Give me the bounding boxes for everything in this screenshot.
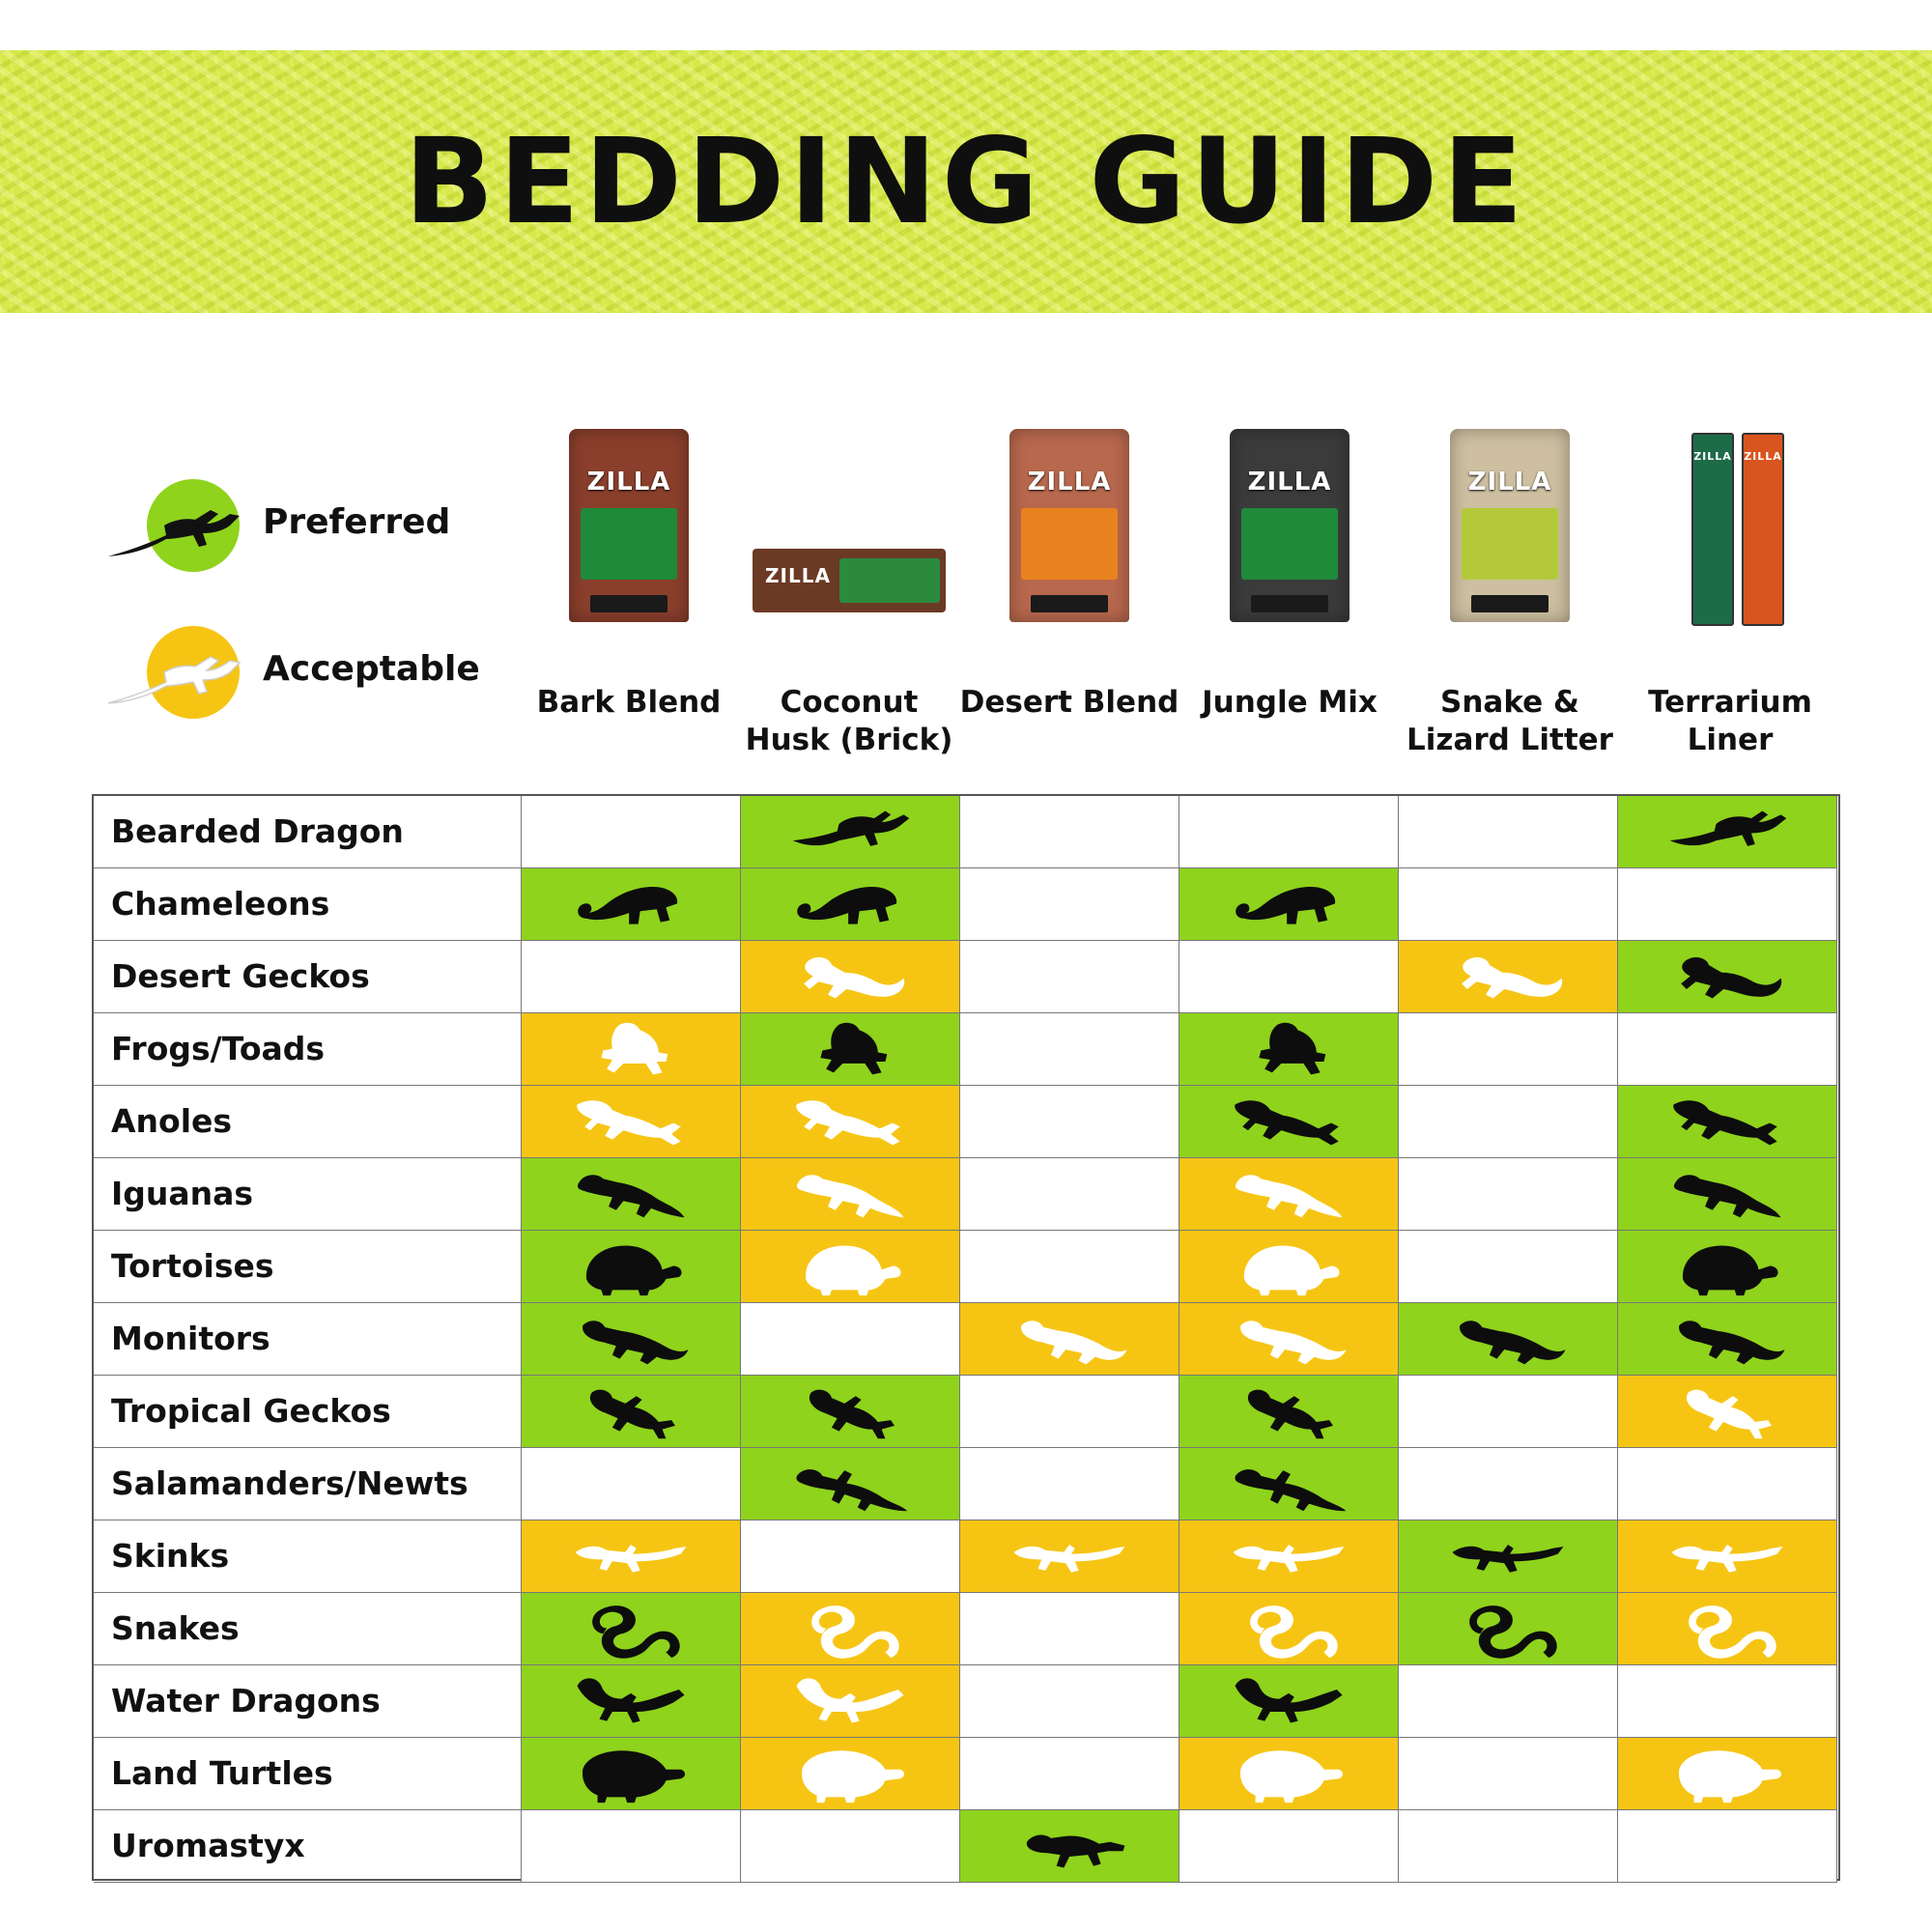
rating-cell-acceptable [960, 1520, 1179, 1593]
product-name: Jungle Mix [1202, 685, 1378, 720]
bag-label-panel [1021, 508, 1118, 580]
product-package-image [959, 425, 1179, 628]
product-name: Terrarium Liner [1648, 685, 1812, 757]
rating-cell-none [960, 1448, 1179, 1520]
rating-cell-preferred [522, 1665, 741, 1738]
tortoise-icon [1225, 1235, 1354, 1299]
rating-cell-none [960, 1376, 1179, 1448]
animal-name: Skinks [111, 1537, 230, 1575]
anole-icon [1225, 1090, 1354, 1154]
rating-cell-none [522, 1810, 741, 1883]
animal-name: Bearded Dragon [111, 812, 404, 850]
animal-name: Chameleons [111, 885, 330, 923]
animal-name-cell [94, 1086, 522, 1158]
snake-icon [567, 1597, 696, 1662]
liner-box [1691, 433, 1734, 626]
rating-cell-none [1179, 796, 1399, 868]
animal-name-cell [94, 1376, 522, 1448]
rating-cell-none [522, 1448, 741, 1520]
rating-cell-acceptable [522, 1520, 741, 1593]
rating-cell-none [1179, 1810, 1399, 1883]
rating-cell-preferred [1618, 1086, 1837, 1158]
animal-name-cell [94, 941, 522, 1013]
skink-icon [1006, 1524, 1135, 1589]
animal-name-cell [94, 1738, 522, 1810]
rating-cell-preferred [1179, 1665, 1399, 1738]
rating-cell-preferred [1179, 868, 1399, 941]
product-name: Bark Blend [536, 685, 722, 720]
rating-cell-acceptable [741, 1593, 960, 1665]
product-column-4 [1400, 425, 1620, 763]
animal-name-cell [94, 1158, 522, 1231]
rating-cell-none [1399, 1810, 1618, 1883]
table-row [94, 1013, 1838, 1086]
rating-cell-acceptable [1618, 1376, 1837, 1448]
rating-cell-acceptable [1179, 1303, 1399, 1376]
brand-logo: ZILLA [1247, 468, 1332, 497]
rating-cell-none [1399, 1231, 1618, 1303]
bag-label-panel [581, 508, 677, 580]
animal-name: Salamanders/Newts [111, 1464, 469, 1502]
bag-label-panel [1241, 508, 1338, 580]
turtle-icon [567, 1742, 696, 1806]
animal-name: Tortoises [111, 1247, 274, 1285]
anole-icon [1663, 1090, 1793, 1154]
animal-name: Desert Geckos [111, 957, 370, 995]
rating-cell-none [960, 1086, 1179, 1158]
legend-acceptable-label: Acceptable [263, 649, 480, 689]
bag-bottom-strip [1031, 595, 1108, 612]
rating-cell-none [960, 1665, 1179, 1738]
gecko-icon [1444, 945, 1574, 1009]
frog-icon [1225, 1017, 1354, 1082]
rating-cell-none [1399, 1158, 1618, 1231]
gecko-icon [1663, 945, 1793, 1009]
rating-cell-acceptable [741, 1665, 960, 1738]
rating-cell-preferred [741, 868, 960, 941]
rating-cell-acceptable [522, 1086, 741, 1158]
salamander-icon [1225, 1452, 1354, 1517]
animal-name: Anoles [111, 1102, 233, 1140]
table-row [94, 1738, 1838, 1810]
brand-logo: ZILLA [1693, 450, 1732, 463]
rating-cell-acceptable [1179, 1520, 1399, 1593]
rating-cell-none [960, 1013, 1179, 1086]
acceptable-lizard-icon [106, 628, 251, 715]
iguana-icon [786, 1162, 916, 1227]
table-row [94, 1448, 1838, 1520]
liner-box [1742, 433, 1784, 626]
rating-cell-none [741, 1303, 960, 1376]
rating-cell-none [522, 941, 741, 1013]
rating-cell-preferred [1179, 1013, 1399, 1086]
water-dragon-icon [786, 1669, 916, 1734]
product-package-image [1400, 425, 1620, 628]
water-dragon-icon [1225, 1669, 1354, 1734]
rating-cell-acceptable [1179, 1231, 1399, 1303]
snake-icon [1444, 1597, 1574, 1662]
frog-icon [567, 1017, 696, 1082]
chameleon-icon [1225, 872, 1354, 937]
rating-cell-none [1399, 1448, 1618, 1520]
brand-logo: ZILLA [1744, 450, 1782, 463]
skink-icon [1225, 1524, 1354, 1589]
rating-cell-preferred [522, 1231, 741, 1303]
animal-name: Monitors [111, 1320, 270, 1357]
brand-logo: ZILLA [1027, 468, 1112, 497]
rating-cell-none [1399, 1665, 1618, 1738]
rating-cell-preferred [1399, 1303, 1618, 1376]
legend-acceptable [106, 620, 493, 726]
brick-package [753, 549, 946, 612]
animal-name-cell [94, 796, 522, 868]
bag-bottom-strip [590, 595, 668, 612]
rating-cell-preferred [1399, 1520, 1618, 1593]
rating-cell-none [1399, 796, 1618, 868]
tortoise-icon [1663, 1235, 1793, 1299]
rating-cell-none [1618, 1448, 1837, 1520]
table-row [94, 1303, 1838, 1376]
legend-preferred [106, 473, 493, 580]
bedding-table [92, 794, 1840, 1881]
product-package-image [1179, 425, 1400, 628]
table-row [94, 1376, 1838, 1448]
brand-logo: ZILLA [586, 468, 671, 497]
tortoise-icon [786, 1235, 916, 1299]
snake-icon [786, 1597, 916, 1662]
monitor-icon [567, 1307, 696, 1372]
animal-name-cell [94, 1593, 522, 1665]
rating-cell-preferred [1399, 1593, 1618, 1665]
iguana-icon [567, 1162, 696, 1227]
table-row [94, 1231, 1838, 1303]
product-column-3 [1179, 425, 1400, 763]
rating-cell-preferred [1618, 941, 1837, 1013]
rating-cell-preferred [522, 1158, 741, 1231]
bedding-bag [1009, 429, 1129, 622]
rating-cell-none [1618, 1810, 1837, 1883]
preferred-lizard-icon [106, 481, 251, 568]
bedding-bag [1450, 429, 1570, 622]
rating-cell-acceptable [522, 1013, 741, 1086]
rating-cell-acceptable [741, 1158, 960, 1231]
table-row [94, 1520, 1838, 1593]
table-row [94, 1665, 1838, 1738]
product-package-image [519, 425, 739, 628]
tropical-gecko-icon [786, 1379, 916, 1444]
rating-cell-none [960, 1738, 1179, 1810]
rating-cell-acceptable [741, 1231, 960, 1303]
bearded-dragon-icon [1663, 800, 1793, 865]
animal-name-cell [94, 1013, 522, 1086]
rating-cell-none [1179, 941, 1399, 1013]
bearded-dragon-icon [786, 800, 916, 865]
rating-cell-preferred [1179, 1448, 1399, 1520]
table-row [94, 796, 1838, 868]
rating-cell-preferred [741, 796, 960, 868]
rating-cell-none [741, 1520, 960, 1593]
monitor-icon [1225, 1307, 1354, 1372]
bag-bottom-strip [1471, 595, 1548, 612]
monitor-icon [1444, 1307, 1574, 1372]
product-package-image [1620, 425, 1840, 628]
animal-name: Uromastyx [111, 1827, 305, 1864]
monitor-icon [1006, 1307, 1135, 1372]
table-row [94, 868, 1838, 941]
legend-preferred-label: Preferred [263, 502, 451, 542]
rating-cell-acceptable [1179, 1158, 1399, 1231]
brand-logo: ZILLA [1467, 468, 1552, 497]
rating-cell-none [1399, 868, 1618, 941]
rating-cell-preferred [1618, 796, 1837, 868]
turtle-icon [786, 1742, 916, 1806]
monitor-icon [1663, 1307, 1793, 1372]
animal-name: Snakes [111, 1609, 240, 1647]
rating-cell-preferred [741, 1376, 960, 1448]
rating-cell-preferred [522, 868, 741, 941]
rating-cell-none [960, 796, 1179, 868]
rating-cell-none [1399, 1013, 1618, 1086]
rating-cell-preferred [522, 1376, 741, 1448]
skink-icon [567, 1524, 696, 1589]
uromastyx-icon [1006, 1814, 1135, 1879]
title-banner [0, 50, 1932, 313]
rating-cell-none [1618, 868, 1837, 941]
rating-cell-preferred [1618, 1303, 1837, 1376]
water-dragon-icon [567, 1669, 696, 1734]
rating-cell-none [1399, 1738, 1618, 1810]
rating-cell-none [960, 941, 1179, 1013]
page-title: BEDDING GUIDE [404, 113, 1528, 250]
salamander-icon [786, 1452, 916, 1517]
tropical-gecko-icon [567, 1379, 696, 1444]
rating-cell-acceptable [1618, 1593, 1837, 1665]
rating-cell-acceptable [1618, 1738, 1837, 1810]
tropical-gecko-icon [1225, 1379, 1354, 1444]
animal-name-cell [94, 1448, 522, 1520]
rating-cell-none [522, 796, 741, 868]
turtle-icon [1663, 1742, 1793, 1806]
bag-label-panel [1462, 508, 1558, 580]
brick-label-panel [839, 558, 940, 603]
rating-cell-preferred [960, 1810, 1179, 1883]
rating-cell-none [1399, 1376, 1618, 1448]
animal-name-cell [94, 1810, 522, 1883]
turtle-icon [1225, 1742, 1354, 1806]
rating-cell-acceptable [1179, 1738, 1399, 1810]
anole-icon [567, 1090, 696, 1154]
table-row [94, 941, 1838, 1013]
animal-name: Water Dragons [111, 1682, 381, 1719]
rating-cell-preferred [741, 1013, 960, 1086]
rating-cell-acceptable [1618, 1520, 1837, 1593]
animal-name-cell [94, 1231, 522, 1303]
rating-cell-acceptable [741, 1738, 960, 1810]
table-row [94, 1810, 1838, 1883]
animal-name-cell [94, 868, 522, 941]
table-row [94, 1158, 1838, 1231]
animal-name-cell [94, 1520, 522, 1593]
rating-cell-none [960, 868, 1179, 941]
rating-cell-preferred [1179, 1376, 1399, 1448]
animal-name: Tropical Geckos [111, 1392, 391, 1430]
tortoise-icon [567, 1235, 696, 1299]
rating-cell-none [741, 1810, 960, 1883]
product-name: Desert Blend [959, 685, 1179, 720]
rating-cell-preferred [522, 1303, 741, 1376]
chameleon-icon [567, 872, 696, 937]
rating-cell-none [960, 1158, 1179, 1231]
rating-cell-acceptable [1399, 941, 1618, 1013]
gecko-icon [786, 945, 916, 1009]
bedding-bag [569, 429, 689, 622]
anole-icon [786, 1090, 916, 1154]
animal-name: Frogs/Toads [111, 1030, 326, 1067]
rating-cell-none [1399, 1086, 1618, 1158]
product-name: Coconut Husk (Brick) [745, 685, 953, 757]
rating-cell-none [960, 1231, 1179, 1303]
rating-cell-preferred [1618, 1231, 1837, 1303]
animal-name: Land Turtles [111, 1754, 333, 1792]
rating-cell-acceptable [1179, 1593, 1399, 1665]
rating-cell-preferred [1618, 1158, 1837, 1231]
product-column-0 [519, 425, 739, 763]
bag-bottom-strip [1251, 595, 1328, 612]
table-row [94, 1593, 1838, 1665]
rating-cell-none [960, 1593, 1179, 1665]
snake-icon [1663, 1597, 1793, 1662]
rating-cell-preferred [522, 1593, 741, 1665]
rating-cell-acceptable [960, 1303, 1179, 1376]
animal-name-cell [94, 1665, 522, 1738]
skink-icon [1444, 1524, 1574, 1589]
bedding-bag [1230, 429, 1350, 622]
rating-cell-preferred [522, 1738, 741, 1810]
table-row [94, 1086, 1838, 1158]
rating-cell-preferred [1179, 1086, 1399, 1158]
frog-icon [786, 1017, 916, 1082]
brand-logo: ZILLA [765, 564, 831, 587]
skink-icon [1663, 1524, 1793, 1589]
tropical-gecko-icon [1663, 1379, 1793, 1444]
animal-name: Iguanas [111, 1175, 254, 1212]
product-column-1 [739, 425, 959, 763]
animal-name-cell [94, 1303, 522, 1376]
iguana-icon [1225, 1162, 1354, 1227]
snake-icon [1225, 1597, 1354, 1662]
product-column-5 [1620, 425, 1840, 763]
chameleon-icon [786, 872, 916, 937]
product-package-image [739, 425, 959, 628]
rating-cell-acceptable [741, 941, 960, 1013]
rating-cell-acceptable [741, 1086, 960, 1158]
iguana-icon [1663, 1162, 1793, 1227]
rating-cell-none [1618, 1013, 1837, 1086]
product-column-2 [959, 425, 1179, 763]
rating-cell-preferred [741, 1448, 960, 1520]
rating-cell-none [1618, 1665, 1837, 1738]
product-name: Snake & Lizard Litter [1406, 685, 1613, 757]
